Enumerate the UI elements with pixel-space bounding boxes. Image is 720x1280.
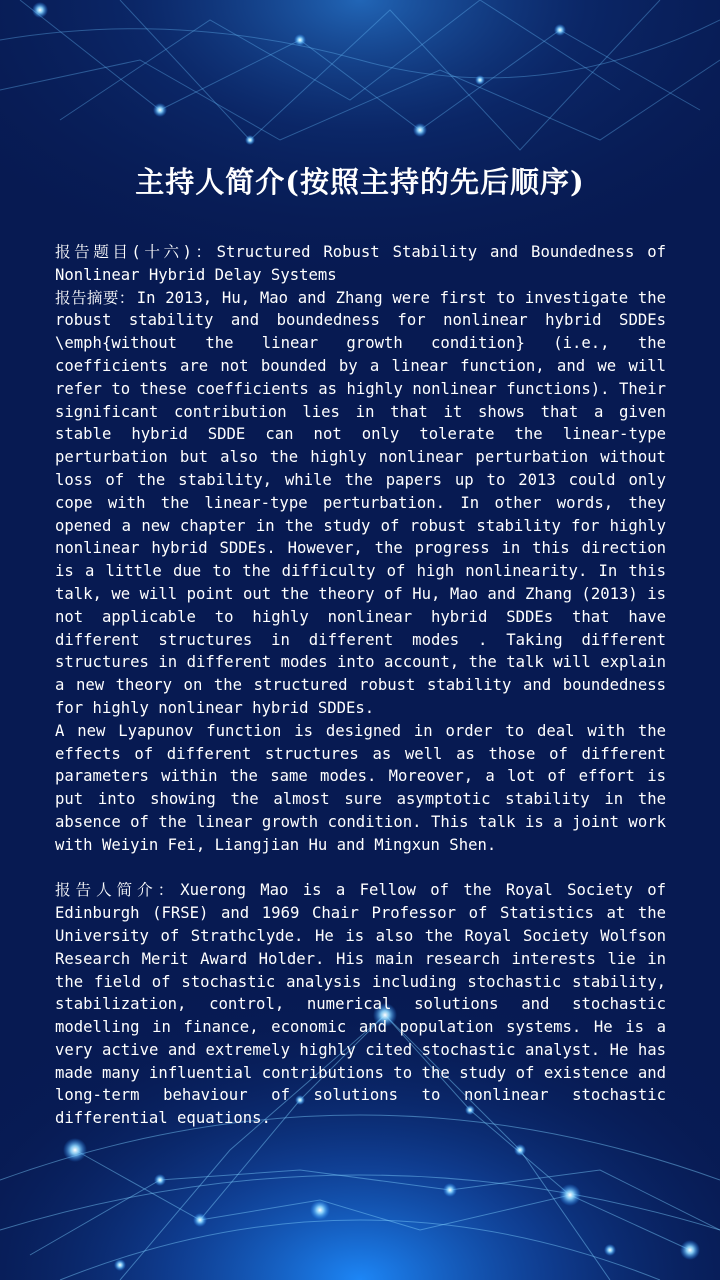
- talk-abstract-paragraph-2: A new Lyapunov function is designed in order to deal with the effects of different structures as well as those of different parameters within the same modes. Moreover, a lot of effort is put into showing the almost sure asymptotic stability in the absence of the linear growth condition. This talk is a joint work with Weiyin Fei, Liangjian Hu and Mingxun Shen.: [55, 721, 666, 854]
- talk-info: [55, 241, 666, 1130]
- talk-abstract-paragraph-1: In 2013, Hu, Mao and Zhang were first to investigate the robust stability and boundedness for nonlinear hybrid SDDEs \emph{without the linear growth condition} (i.e., the coefficients are not bounded by a linear function, and we will refer to these coefficients as highly nonlinear functions). Their significant contribution lies in that it shows that a given stable hybrid SDDE can not only tolerate the linear-type perturbation but also the highly nonlinear perturbation without loss of the stability, while the papers up to 2013 could only cope with the linear-type perturbation. In other words, they opened a new chapter in the study of robust stability for highly nonlinear hybrid SDDEs. However, the progress in this direction is a little due to the difficulty of high nonlinearity. In this talk, we will point out the theory of Hu, Mao and Zhang (2013) is not applicable to highly nonlinear hybrid SDDEs that have different structures in different modes . Taking different structures in different modes into account, the talk will explain a new theory on the structured robust stability and boundedness for highly nonlinear hybrid SDDEs.: [55, 288, 666, 717]
- speaker-bio-text: Xuerong Mao is a Fellow of the Royal Society of Edinburgh (FRSE) and 1969 Chair Professor of Statistics at the University of Strathclyde. He is also the Royal Society Wolfson Research Merit Award Holder. His main research interests lie in the field of stochastic analysis including stochastic stability, stabilization, control, numerical solutions and stochastic modelling in finance, economic and population systems. He is a very active and extremely highly cited stochastic analyst. He has made many influential contributions to the study of existence and long-term behaviour of solutions to nonlinear stochastic differential equations.: [55, 881, 666, 1128]
- talk-title-label: 报告题目(十六)：: [55, 243, 215, 261]
- speaker-bio: [55, 879, 666, 1130]
- talk-title-text: Structured Robust Stability and Boundedness of Nonlinear Hybrid Delay Systems: [55, 243, 667, 284]
- page-title: 主持人简介(按照主持的先后顺序): [135, 165, 585, 199]
- talk-abstract-label: 报告摘要：: [55, 288, 135, 307]
- speaker-bio-label: 报告人简介：: [55, 881, 179, 900]
- section-gap: [55, 857, 666, 880]
- talk-abstract: [55, 287, 666, 720]
- talk-title: [55, 241, 666, 287]
